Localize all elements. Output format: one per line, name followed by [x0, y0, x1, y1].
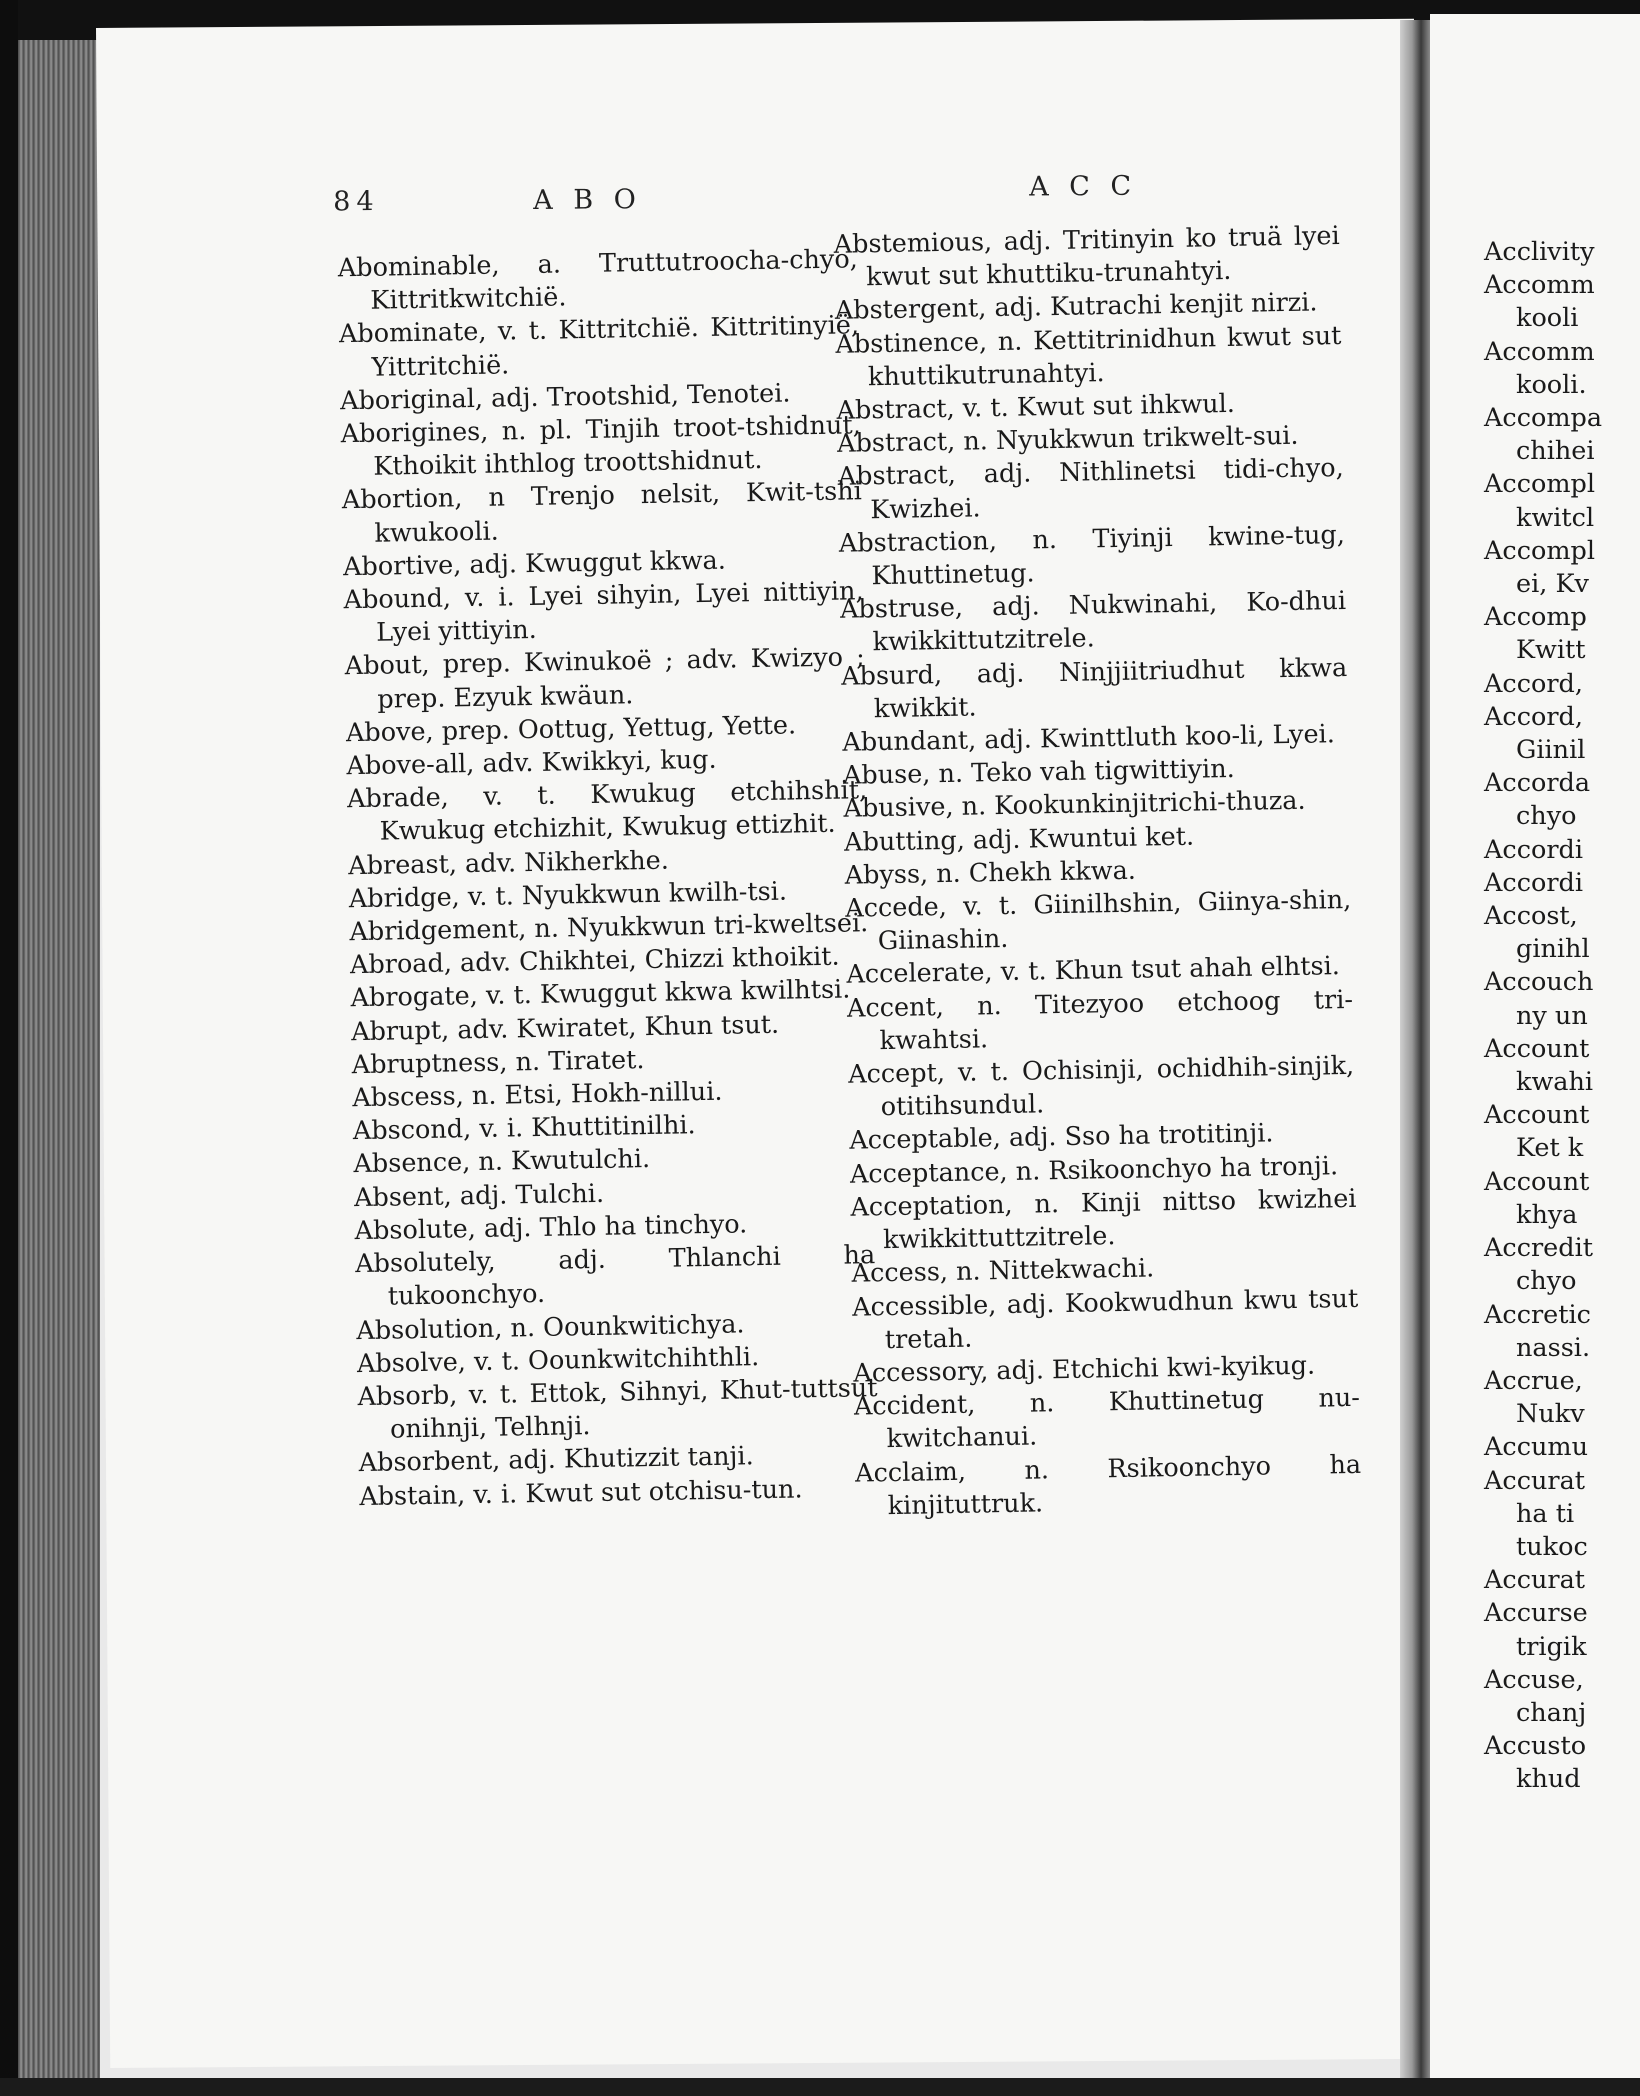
scan-background-left: [0, 0, 18, 2096]
dictionary-entry: Abstraction, n. Tiyinji kwine-tug, Khuttinetug.: [838, 519, 1346, 592]
cropped-entry-line: Accomm: [1484, 270, 1595, 301]
cropped-entry-line: khud: [1516, 1764, 1581, 1795]
cropped-entry-line: Accuse,: [1484, 1664, 1584, 1695]
dictionary-entry: Abusive, n. Kookunkinjitrichi-thuza.: [843, 786, 1306, 825]
running-head-right: A C C: [1029, 170, 1138, 203]
dictionary-entry: Absorb, v. t. Ettok, Sihnyi, Khut-tuttsut onihnji, Telhnji.: [357, 1372, 878, 1445]
cropped-entry-line: Accompa: [1484, 403, 1603, 434]
cropped-entry-line: Account: [1484, 1033, 1590, 1064]
cropped-entry-line: Kwitt: [1516, 635, 1586, 666]
cropped-entry-line: Accordi: [1484, 834, 1583, 865]
cropped-entry-line: Accorda: [1484, 768, 1591, 799]
cropped-entry-line: Accordi: [1484, 867, 1583, 898]
cropped-entry-line: Accord,: [1484, 701, 1583, 732]
dictionary-entry: Absent, adj. Tulchi.: [353, 1178, 605, 1213]
dictionary-entry: Abstruse, adj. Nukwinahi, Ko-dhui kwikkittutzitrele.: [839, 586, 1347, 658]
dictionary-entry: Abstract, v. t. Kwut sut ihkwul.: [836, 388, 1236, 426]
dictionary-entry: Aborigines, n. pl. Tinjih troot-tshidnut, Kthoikit ihthlog troottshidnut.: [340, 410, 861, 482]
dictionary-entry: Absolutely, adj. Thlanchi ha tukoonchyo.: [354, 1240, 876, 1312]
page-number: 84: [333, 186, 380, 218]
scan-background-bottom: [0, 2078, 1640, 2096]
dictionary-entry: Abridgement, n. Nyukkwun tri-kweltsei.: [349, 908, 869, 948]
dictionary-entry: Accident, n. Khuttinetug nu-kwitchanui.: [853, 1382, 1361, 1455]
dictionary-entry: Abroad, adv. Chikhtei, Chizzi kthoikit.: [349, 941, 840, 981]
dictionary-entry: Abrupt, adv. Kwiratet, Khun tsut.: [350, 1009, 780, 1047]
cropped-entry-line: Accompl: [1484, 535, 1595, 566]
dictionary-entry: Accent, n. Titezyoo etchoog tri-kwahtsi.: [846, 984, 1354, 1057]
dictionary-entry: Accede, v. t. Giinilhshin, Giinya-shin, Giinashin.: [845, 884, 1352, 957]
book-page-edges: [18, 40, 100, 2080]
cropped-entry-line: trigik: [1516, 1631, 1587, 1662]
dictionary-entry: Absurd, adj. Ninjjiitriudhut kkwa kwikkit.: [840, 652, 1348, 725]
dictionary-entry: Abutting, adj. Kwuntui ket.: [843, 821, 1195, 858]
cropped-entry-line: Accurat: [1484, 1465, 1586, 1496]
cropped-entry-line: Accomm: [1484, 336, 1595, 367]
dictionary-column-1: [338, 243, 880, 1514]
book-gutter: [1400, 20, 1430, 2096]
dictionary-entry: Absorbent, adj. Khutizzit tanji.: [358, 1441, 754, 1479]
cropped-entry-line: kooli.: [1516, 369, 1587, 400]
cropped-entry-line: Accumu: [1484, 1432, 1589, 1463]
dictionary-entry: Abrogate, v. t. Kwuggut kkwa kwilhtsi.: [350, 974, 851, 1014]
dictionary-entry: Abstergent, adj. Kutrachi kenjit nirzi.: [834, 287, 1318, 327]
dictionary-entry: Acceptance, n. Rsikoonchyo ha tronji.: [849, 1150, 1339, 1190]
cropped-entry-line: Accredit: [1484, 1233, 1593, 1264]
dictionary-entry: Abscess, n. Etsi, Hokh-nillui.: [352, 1076, 723, 1114]
dictionary-entry: Abundant, adj. Kwinttluth koo-li, Lyei.: [842, 719, 1336, 758]
dictionary-entry: Abominable, a. Truttutroocha-chyo, Kittritkwitchië.: [337, 244, 859, 316]
dictionary-entry: Absence, n. Kwutulchi.: [353, 1144, 651, 1180]
cropped-entry-line: kwitcl: [1516, 502, 1595, 533]
dictionary-entry: Abortion, n Trenjo nelsit, Kwit-tshi kwukooli.: [341, 476, 863, 549]
dictionary-entry: Abstain, v. i. Kwut sut otchisu-tun.: [359, 1473, 803, 1512]
cropped-entry-line: Accomp: [1484, 602, 1587, 633]
dictionary-entry: Abridge, v. t. Nyukkwun kwilh-tsi.: [348, 876, 788, 915]
dictionary-entry: About, prep. Kwinukoë ; adv. Kwizyo ; prep. Ezyuk kwäun.: [344, 642, 865, 715]
dictionary-entry: Accept, v. t. Ochisinji, ochidhih-sinjik, otitihsundul.: [847, 1050, 1355, 1123]
cropped-entry-line: nassi.: [1516, 1332, 1591, 1363]
cropped-entry-line: chyo: [1516, 801, 1577, 832]
cropped-entry-line: ha ti: [1516, 1498, 1575, 1529]
dictionary-entry: Acceptation, n. Kinji nittso kwizhei kwikkittuttzitrele.: [850, 1183, 1357, 1256]
dictionary-entry: Above-all, adv. Kwikkyi, kug.: [346, 744, 717, 782]
dictionary-entry: Abominate, v. t. Kittritchië. Kittritinyië, Yittritchië.: [338, 310, 860, 383]
dictionary-entry: Accelerate, v. t. Khun tsut ahah elhtsi.: [846, 951, 1341, 991]
dictionary-entry: Accessible, adj. Kookwudhun kwu tsut tretah.: [851, 1283, 1359, 1355]
dictionary-entry: Abscond, v. i. Khuttitinilhi.: [352, 1110, 696, 1147]
dictionary-entry: Abyss, n. Chekh kkwa.: [844, 855, 1137, 891]
cropped-entry-line: Accost,: [1484, 901, 1578, 932]
cropped-entry-line: khya: [1516, 1199, 1578, 1230]
cropped-entry-line: Account: [1484, 1166, 1590, 1197]
dictionary-column-2: [833, 220, 1362, 1524]
cropped-entry-line: Accrue,: [1484, 1365, 1583, 1396]
right-page-partial: [1430, 14, 1640, 2096]
dictionary-entry: Acceptable, adj. Sso ha trotitinji.: [849, 1118, 1274, 1157]
cropped-entry-line: chanj: [1516, 1697, 1587, 1728]
cropped-entry-line: Accusto: [1484, 1731, 1587, 1762]
dictionary-entry: Accessory, adj. Etchichi kwi-kyikug.: [853, 1350, 1316, 1389]
dictionary-entry: Above, prep. Oottug, Yettug, Yette.: [345, 710, 797, 749]
cropped-entry-line: Giinil: [1516, 735, 1586, 766]
cropped-entry-line: Ket k: [1516, 1133, 1584, 1164]
dictionary-entry: Abortive, adj. Kwuggut kkwa.: [342, 545, 727, 583]
dictionary-entry: Absolution, n. Oounkwitichya.: [356, 1308, 745, 1346]
left-page: [96, 19, 1428, 2068]
dictionary-entry: Abstinence, n. Kettitrinidhun kwut sut khuttikutrunahtyi.: [835, 320, 1342, 393]
cropped-entry-line: Account: [1484, 1100, 1590, 1131]
cropped-entry-line: tukoc: [1516, 1531, 1588, 1562]
cropped-entry-line: chihei: [1516, 436, 1595, 467]
dictionary-entry: Absolve, v. t. Oounkwitchihthli.: [356, 1341, 760, 1379]
cropped-entry-line: ei, Kv: [1516, 569, 1589, 600]
cropped-entry-line: chyo: [1516, 1266, 1577, 1297]
cropped-entry-line: Nukv: [1516, 1399, 1585, 1430]
cropped-entry-line: ny un: [1516, 1000, 1588, 1031]
dictionary-entry: Acclaim, n. Rsikoonchyo ha kinjituttruk.: [854, 1449, 1362, 1521]
cropped-entry-line: Accurat: [1484, 1565, 1586, 1596]
dictionary-entry: Abstract, adj. Nithlinetsi tidi-chyo, Kwizhei.: [837, 453, 1344, 525]
dictionary-entry: Abrade, v. t. Kwukug etchihshit, Kwukug etchizhit, Kwukug ettizhit.: [346, 775, 868, 848]
dictionary-entry: Abruptness, n. Tiratet.: [351, 1044, 645, 1081]
dictionary-entry: Absolute, adj. Thlo ha tinchyo.: [354, 1209, 748, 1247]
dictionary-entry: Aboriginal, adj. Trootshid, Tenotei.: [339, 378, 791, 417]
cropped-entry-line: kooli: [1516, 303, 1579, 334]
dictionary-entry: Abstract, n. Nyukkwun trikwelt-sui.: [836, 420, 1299, 460]
cropped-entry-line: Accretic: [1484, 1299, 1591, 1330]
dictionary-entry: Abound, v. i. Lyei sihyin, Lyei nittiyin, Lyei yittiyin.: [343, 576, 864, 648]
running-head-left: A B O: [533, 184, 642, 216]
cropped-entry-line: ginihl: [1516, 934, 1590, 965]
cropped-entry-line: Acclivity: [1484, 237, 1595, 267]
dictionary-column-3-cropped: [1484, 236, 1602, 1797]
dictionary-entry: Abuse, n. Teko vah tigwittiyin.: [842, 754, 1235, 792]
cropped-entry-line: Accompl: [1484, 469, 1595, 500]
dictionary-entry: Abstemious, adj. Tritinyin ko truä lyei kwut sut khuttiku-trunahtyi.: [833, 221, 1340, 293]
cropped-entry-line: Accord,: [1484, 668, 1583, 699]
dictionary-entry: Access, n. Nittekwachi.: [851, 1253, 1155, 1289]
dictionary-entry: Abreast, adv. Nikherkhe.: [348, 845, 670, 881]
cropped-entry-line: kwahi: [1516, 1067, 1594, 1098]
cropped-entry-line: Accouch: [1484, 967, 1594, 998]
cropped-entry-line: Accurse: [1484, 1598, 1588, 1629]
